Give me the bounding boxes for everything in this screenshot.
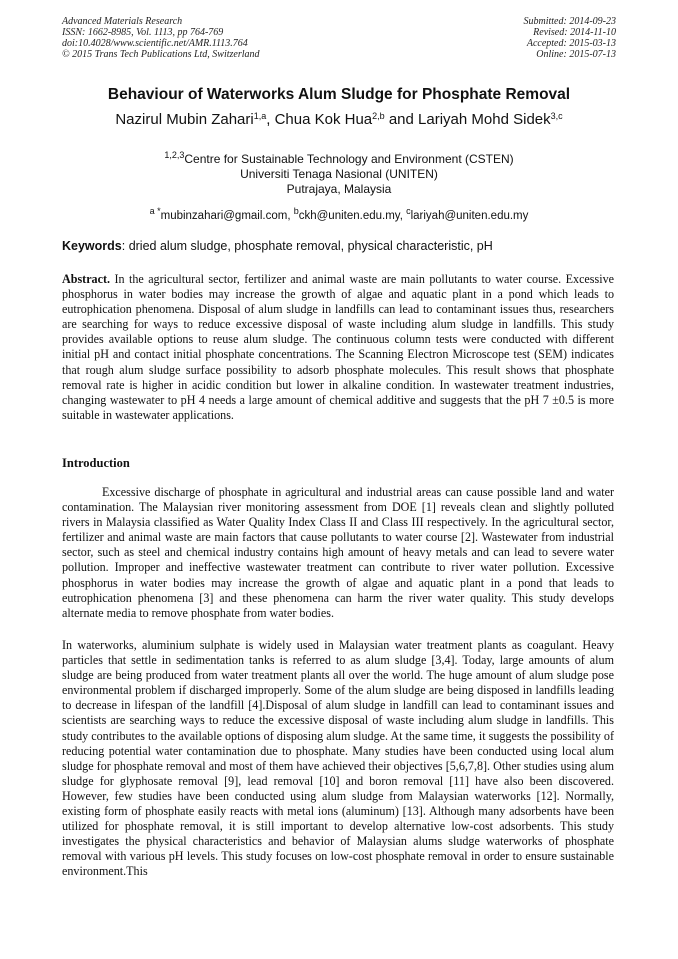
author-name: Chua Kok Hua bbox=[274, 111, 373, 128]
email-link[interactable]: ckh@uniten.edu.my, bbox=[298, 210, 407, 222]
introduction-paragraph-2: In waterworks, aluminium sulphate is widely used in Malaysian water treatment plants as coagulant. Heavy particles that settle in sedimentation tanks is referred to as alum sludge [3,4]. Today, large amounts of alum sludge are being produced from water treatment plants all over the world. The huge amount of alum sludge pose environmental problem if discharged improperly. Some of the alum sludge are being disposed in landfills leading to decrease in lifespan of the landfill [4].Disposal of alum sludge in landfill can lead to contaminant issues and scientists are searching ways to reduce the excessive disposal of waste including alum sludge in landfills. This study contributes to the available options of disposing alum sludge. At the same time, it suggests the possibility of reducing potential water contamination due to phosphate. Many studies have been conducted using local alum sludge for phosphate removal and most of them have achieved their objectives [5,6,7,8]. Other studies using alum sludge for glyphosate removal [9], lead removal [10] and boron removal [11] have also been discovered. However, few studies have been conducted using alum sludge from Malaysian waterworks [12]. Normally, existing form of phosphate easily reacts with metal ions (aluminum) [13]. Although many adsorbents have been utilized for phosphate removal, it is still important to develop alternative low-cost adsorbents. This study investigates the physical characteristics and behavior of Malaysian alums sludge waterworks of phosphate removal with various pH levels. This study focuses on low-cost phosphate removal in order to ensure sustainable environment.This bbox=[62, 638, 614, 879]
keywords-line bbox=[62, 239, 618, 254]
author-affiliation-mark: 2,b bbox=[372, 111, 385, 121]
accepted-date: Accepted: 2015-03-13 bbox=[526, 38, 616, 49]
author-separator: and bbox=[384, 111, 419, 128]
email-mark: b bbox=[293, 206, 299, 216]
journal-name: Advanced Materials Research bbox=[62, 16, 183, 27]
author-affiliation-mark: 3,c bbox=[550, 111, 563, 121]
email-mark: a * bbox=[149, 206, 161, 216]
affiliation-location: Putrajaya, Malaysia bbox=[286, 182, 392, 196]
email-mark: c bbox=[406, 206, 411, 216]
author-affiliation-mark: 1,a bbox=[253, 111, 267, 121]
publication-info bbox=[62, 16, 260, 60]
email-link[interactable]: mubinzahari@gmail.com, bbox=[160, 210, 294, 222]
author-list bbox=[40, 111, 638, 129]
email-line bbox=[40, 206, 638, 223]
abstract-label: Abstract. bbox=[62, 272, 111, 286]
abstract-text: In the agricultural sector, fertilizer and animal waste are main pollutants to water course. Excessive phosphorus in water bodies may increase the growth of algae and aquatic plant in a pond which leads to eutrophication phenomena. Disposal of alum sludge in landfills can lead to contaminant issues thus, researchers are searching for ways to reduce excessive disposal of waste including alum sludge in landfills. This study provides available options to reuse alum sludge. The continuous column tests were conducted with different initial pH and contact initial phosphate concentrations. The Scanning Electron Microscope test (SEM) indicates that rough alum sludge surface possibility to adsorb phosphate molecules. This result shows that phosphate removal rate is higher in acidic condition but lower in alkaline condition. In wastewater treatment industries, changing wastewater to pH 4 needs a large amount of chemical additive and suggests that the pH 7 ±0.5 is more suitable in wastewater applications. bbox=[62, 272, 614, 422]
online-date: Online: 2015-07-13 bbox=[536, 49, 616, 60]
paper-title: Behaviour of Waterworks Alum Sludge for Phosphate Removal bbox=[107, 86, 571, 103]
author-name: Nazirul Mubin Zahari bbox=[115, 111, 254, 128]
email-link[interactable]: lariyah@uniten.edu.my bbox=[410, 210, 529, 222]
affiliation-center: Centre for Sustainable Technology and Environment (CSTEN) bbox=[184, 152, 514, 166]
submission-dates bbox=[524, 16, 617, 60]
abstract-paragraph bbox=[62, 272, 614, 423]
author-separator: , bbox=[266, 111, 275, 128]
doi-line: doi:10.4028/www.scientific.net/AMR.1113.764 bbox=[62, 38, 248, 49]
keywords-label: Keywords bbox=[62, 239, 122, 253]
keywords-text: : dried alum sludge, phosphate removal, physical characteristic, pH bbox=[121, 239, 493, 253]
copyright-line: © 2015 Trans Tech Publications Ltd, Switzerland bbox=[62, 49, 260, 60]
revised-date: Revised: 2014-11-10 bbox=[533, 27, 616, 38]
affiliation-block bbox=[40, 152, 638, 197]
issn-line: ISSN: 1662-8985, Vol. 1113, pp 764-769 bbox=[62, 27, 224, 38]
section-heading-introduction: Introduction bbox=[62, 456, 130, 470]
author-name: Lariyah Mohd Sidek bbox=[418, 111, 551, 128]
affiliation-university: Universiti Tenaga Nasional (UNITEN) bbox=[240, 167, 438, 181]
affiliation-mark: 1,2,3 bbox=[164, 150, 185, 160]
introduction-paragraph-1: Excessive discharge of phosphate in agricultural and industrial areas can cause possible land and water contamination. The Malaysian river monitoring assessment from DOE [1] reveals clean and slightly polluted rivers in Malaysia classified as Water Quality Index Class II and Class III respectively. In the agricultural sector, fertilizer and animal waste are main factors that cause pollutants to water course [2]. Wastewater from industrial sector, such as steel and chemical industry contains high amount of heavy metals and can lead to severe water pollution. Improper and ineffective wastewater treatment can contribute to river water pollution. Excessive phosphorus in water bodies may increase the growth of algae and aquatic plant in a pond that leads to eutrophication phenomena [3] and these phenomena can harm the river water quality. This study develops alternate media to remove phosphate from water bodies. bbox=[62, 485, 614, 620]
submitted-date: Submitted: 2014-09-23 bbox=[523, 16, 616, 27]
